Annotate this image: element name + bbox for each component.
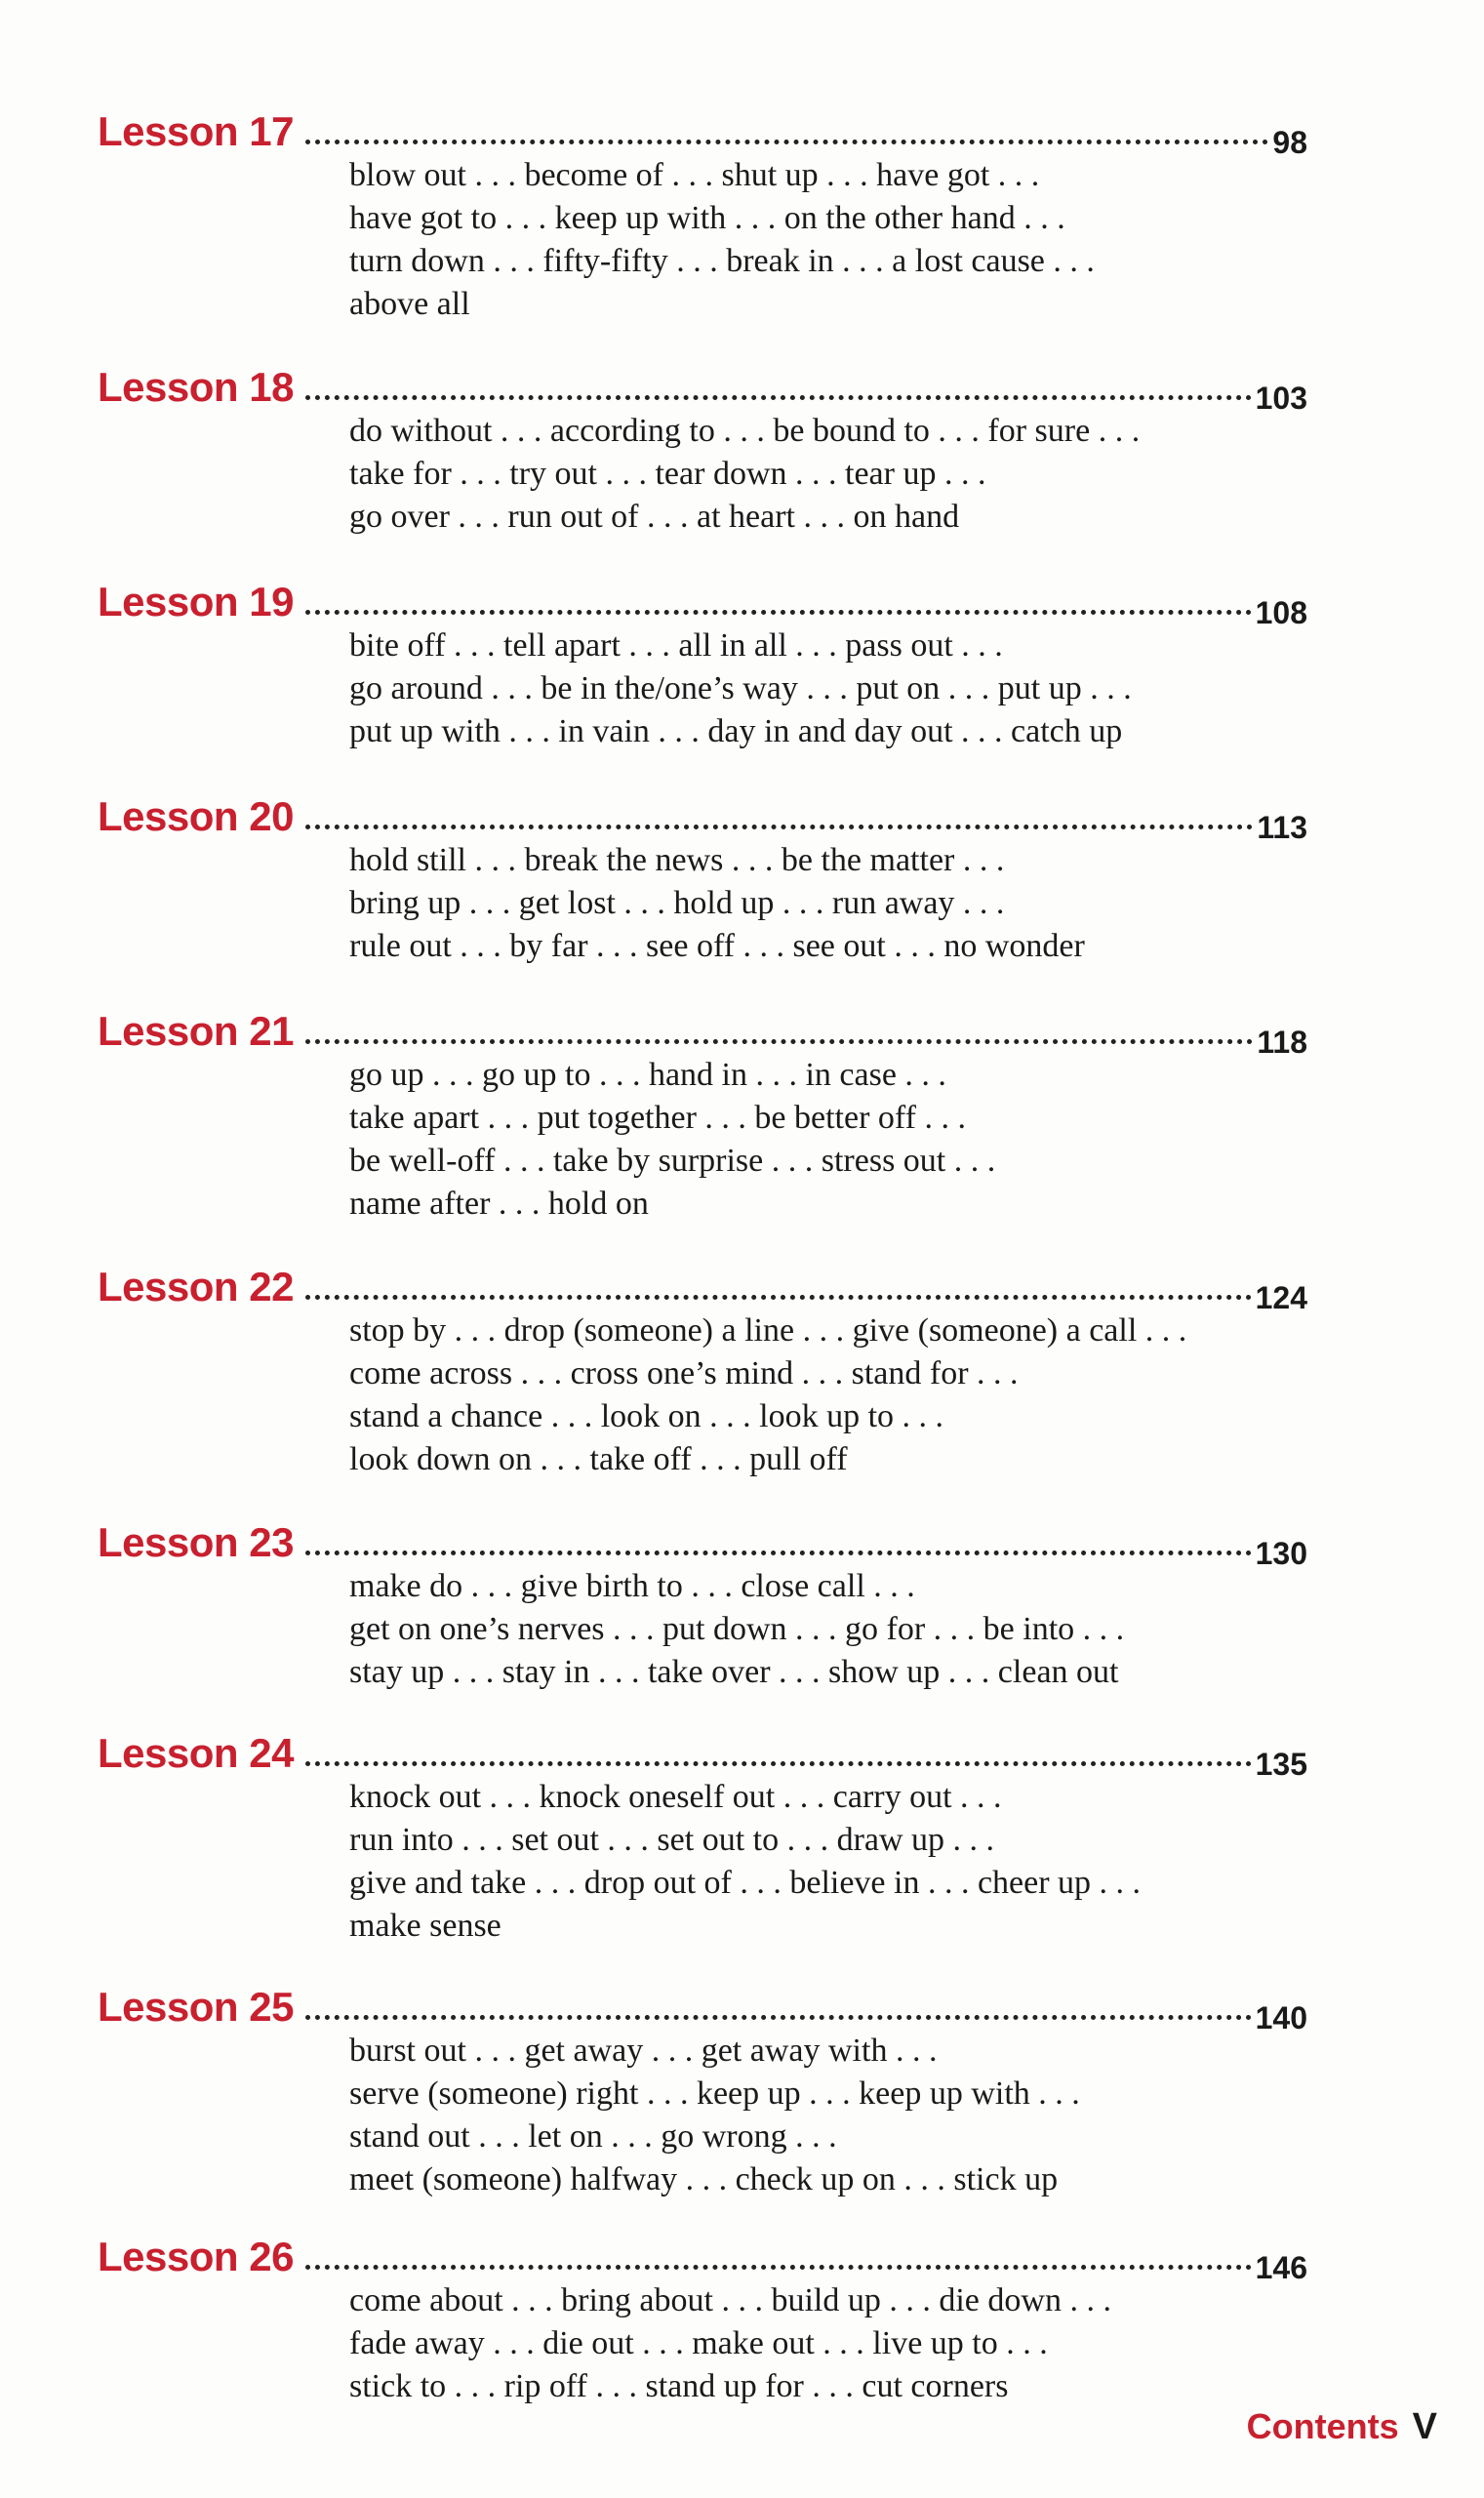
phrase-line: stay up . . . stay in . . . take over . . . show up . . . clean out — [349, 1654, 1119, 1690]
lesson-page-number: 135 — [1255, 1747, 1307, 1782]
lesson-entry-23 — [98, 1509, 1307, 1694]
footer-section-label: Contents — [1246, 2406, 1399, 2446]
dot-leader — [305, 140, 1268, 144]
lesson-page-number: 108 — [1255, 595, 1307, 630]
lesson-title: Lesson 21 — [98, 1008, 294, 1054]
lesson-page-number: 130 — [1255, 1536, 1307, 1571]
dot-leader — [305, 1551, 1252, 1555]
phrase-line: stand out . . . let on . . . go wrong . . . — [349, 2118, 837, 2155]
lesson-entry-26 — [98, 2223, 1307, 2408]
phrase-list — [349, 2279, 1307, 2408]
phrase-line: rule out . . . by far . . . see off . . . see out . . . no wonder — [349, 928, 1085, 964]
lesson-title: Lesson 18 — [98, 364, 294, 410]
dot-leader — [305, 610, 1252, 615]
lesson-heading — [98, 98, 1307, 160]
lesson-page-number: 98 — [1272, 125, 1307, 160]
lesson-entry-24 — [98, 1719, 1307, 1948]
dot-leader — [305, 1295, 1252, 1300]
lesson-entry-22 — [98, 1253, 1307, 1481]
phrase-line: give and take . . . drop out of . . . believe in . . . cheer up . . . — [349, 1865, 1142, 1901]
phrase-line: go around . . . be in the/one’s way . . . put on . . . put up . . . — [349, 670, 1132, 706]
phrase-list — [349, 1776, 1307, 1948]
phrase-line: take for . . . try out . . . tear down . . . tear up . . . — [349, 456, 986, 492]
dot-leader — [305, 395, 1252, 400]
lesson-title: Lesson 17 — [98, 108, 294, 154]
phrase-line: do without . . . according to . . . be bound to . . . for sure . . . — [349, 413, 1141, 449]
lesson-heading — [98, 2223, 1307, 2285]
phrase-line: come across . . . cross one’s mind . . . stand for . . . — [349, 1355, 1019, 1391]
phrase-line: take apart . . . put together . . . be better off . . . — [349, 1100, 966, 1136]
phrase-line: go over . . . run out of . . . at heart . . . on hand — [349, 499, 960, 535]
phrase-line: make sense — [349, 1908, 501, 1944]
phrase-list — [349, 1054, 1307, 1226]
phrase-line: be well-off . . . take by surprise . . . stress out . . . — [349, 1143, 996, 1179]
dot-leader — [305, 825, 1253, 829]
phrase-line: hold still . . . break the news . . . be the matter . . . — [349, 842, 1005, 878]
phrase-list — [349, 839, 1307, 968]
phrase-line: look down on . . . take off . . . pull off — [349, 1441, 848, 1477]
dot-leader — [305, 1761, 1252, 1766]
lesson-page-number: 146 — [1255, 2250, 1307, 2285]
lesson-heading — [98, 997, 1307, 1060]
phrase-line: have got to . . . keep up with . . . on the other hand . . . — [349, 200, 1065, 236]
lesson-page-number: 140 — [1255, 2000, 1307, 2035]
lesson-title: Lesson 19 — [98, 579, 294, 624]
lesson-heading — [98, 1719, 1307, 1782]
phrase-list — [349, 1565, 1307, 1694]
lesson-title: Lesson 20 — [98, 793, 294, 839]
phrase-line: come about . . . bring about . . . build up . . . die down . . . — [349, 2282, 1111, 2318]
phrase-list — [349, 2030, 1307, 2201]
lesson-entry-18 — [98, 353, 1307, 539]
lesson-title: Lesson 25 — [98, 1984, 294, 2030]
lesson-heading — [98, 783, 1307, 845]
phrase-line: serve (someone) right . . . keep up . . . keep up with . . . — [349, 2075, 1080, 2112]
phrase-line: turn down . . . fifty-fifty . . . break in . . . a lost cause . . . — [349, 243, 1095, 279]
lesson-heading — [98, 353, 1307, 416]
lesson-page-number: 103 — [1255, 381, 1307, 416]
lesson-entry-25 — [98, 1973, 1307, 2201]
phrase-list — [349, 624, 1307, 753]
lesson-heading — [98, 1253, 1307, 1315]
lesson-entry-19 — [98, 568, 1307, 753]
phrase-line: blow out . . . become of . . . shut up . . . have got . . . — [349, 157, 1040, 193]
phrase-line: go up . . . go up to . . . hand in . . . in case . . . — [349, 1057, 946, 1093]
phrase-list — [349, 1309, 1307, 1481]
lesson-entry-17 — [98, 98, 1307, 326]
lesson-title: Lesson 23 — [98, 1519, 294, 1565]
phrase-line: above all — [349, 286, 470, 322]
lesson-heading — [98, 568, 1307, 630]
phrase-list — [349, 154, 1307, 326]
phrase-list — [349, 410, 1307, 539]
lesson-heading — [98, 1973, 1307, 2035]
phrase-line: bring up . . . get lost . . . hold up . . . run away . . . — [349, 885, 1005, 921]
lesson-entry-20 — [98, 783, 1307, 968]
lesson-entry-21 — [98, 997, 1307, 1226]
phrase-line: knock out . . . knock oneself out . . . carry out . . . — [349, 1779, 1002, 1815]
dot-leader — [305, 2015, 1252, 2020]
phrase-line: name after . . . hold on — [349, 1186, 649, 1222]
phrase-line: fade away . . . die out . . . make out . . . live up to . . . — [349, 2325, 1048, 2361]
lesson-page-number: 124 — [1255, 1280, 1307, 1315]
phrase-line: stick to . . . rip off . . . stand up for . . . cut corners — [349, 2368, 1009, 2404]
phrase-line: put up with . . . in vain . . . day in and day out . . . catch up — [349, 713, 1123, 749]
phrase-line: run into . . . set out . . . set out to . . . draw up . . . — [349, 1822, 995, 1858]
phrase-line: make do . . . give birth to . . . close call . . . — [349, 1568, 915, 1604]
phrase-line: stop by . . . drop (someone) a line . . . give (someone) a call . . . — [349, 1312, 1187, 1349]
lesson-title: Lesson 26 — [98, 2234, 294, 2279]
dot-leader — [305, 1039, 1253, 1044]
dot-leader — [305, 2265, 1252, 2270]
footer-page-number: V — [1412, 2406, 1437, 2447]
lesson-page-number: 118 — [1257, 1025, 1307, 1060]
page-footer — [1247, 2406, 1437, 2448]
phrase-line: stand a chance . . . look on . . . look up to . . . — [349, 1398, 944, 1434]
phrase-line: burst out . . . get away . . . get away with . . . — [349, 2033, 938, 2069]
lesson-title: Lesson 24 — [98, 1730, 294, 1776]
phrase-line: get on one’s nerves . . . put down . . . go for . . . be into . . . — [349, 1611, 1125, 1647]
phrase-line: bite off . . . tell apart . . . all in all . . . pass out . . . — [349, 627, 1003, 664]
phrase-line: meet (someone) halfway . . . check up on . . . stick up — [349, 2161, 1059, 2197]
lesson-page-number: 113 — [1257, 810, 1307, 845]
lesson-title: Lesson 22 — [98, 1264, 294, 1309]
lesson-heading — [98, 1509, 1307, 1571]
